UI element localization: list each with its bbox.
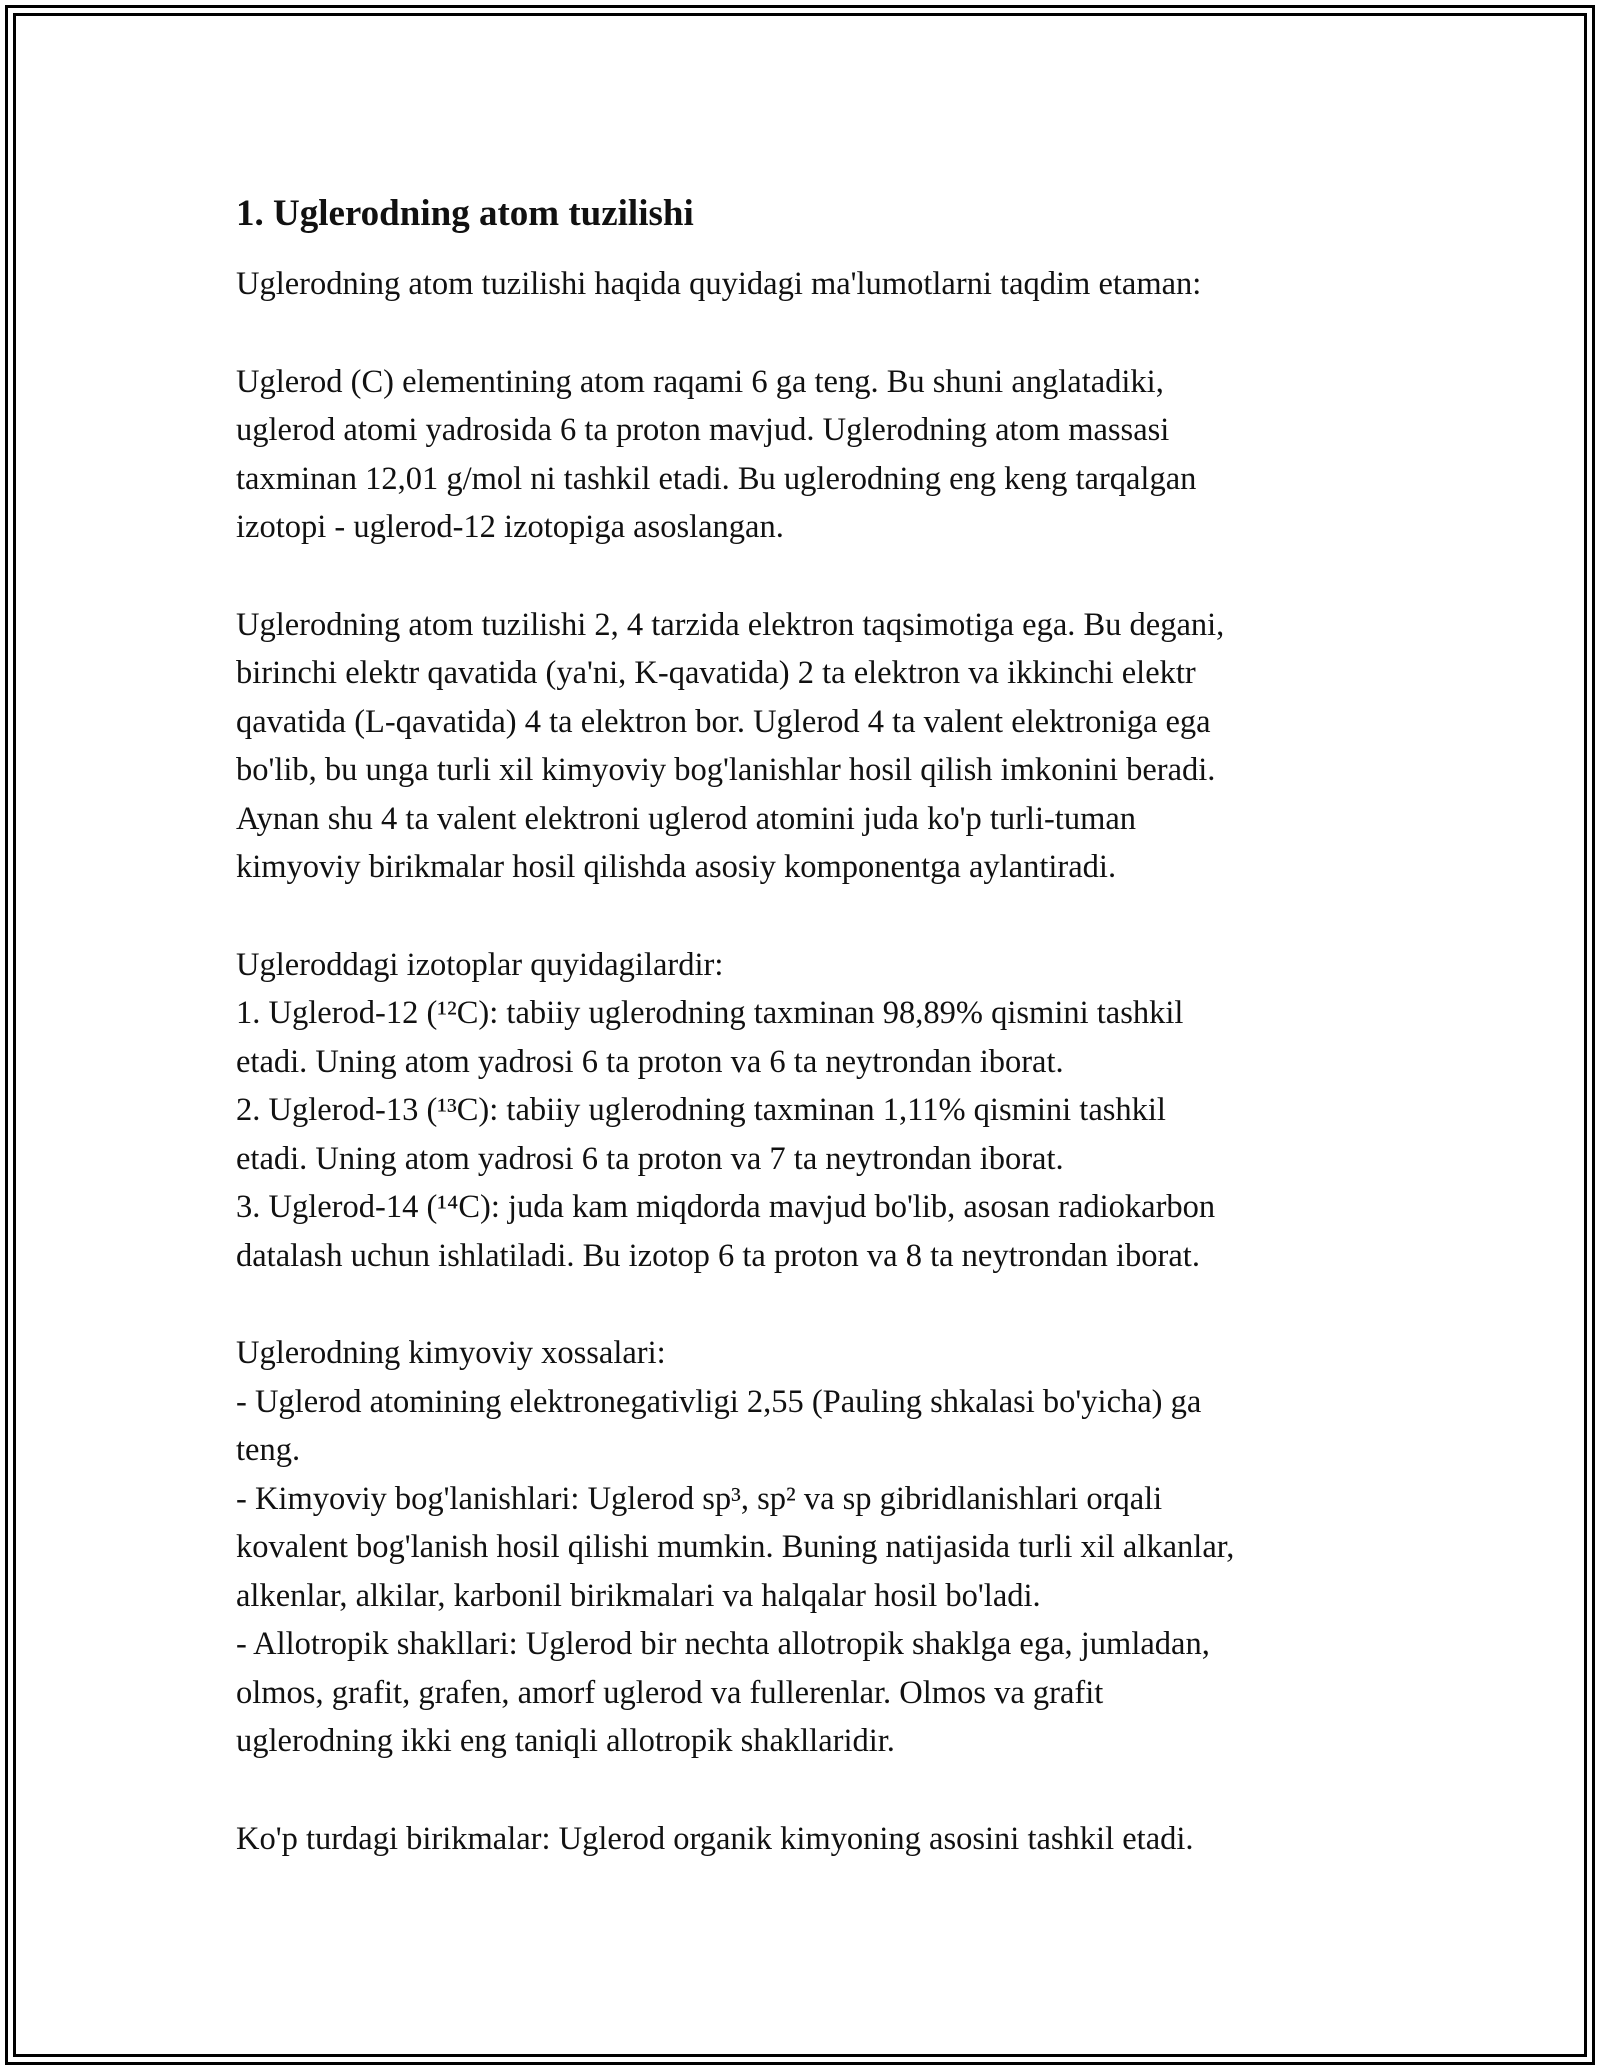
text-line: kovalent bog'lanish hosil qilishi mumkin. Buning natijasida turli xil alkanlar, [236,1529,1235,1565]
text-line: etadi. Uning atom yadrosi 6 ta proton va 7 ta neytrondan iborat. [236,1140,1064,1177]
text-line: Ugleroddagi izotoplar quyidagilardir: [236,946,724,983]
paragraph-list [236,358,1396,1864]
text-line: 1. Uglerod-12 (¹²C): tabiiy uglerodning taxminan 98,89% qismini tashkil [236,995,1184,1031]
text-line: uglerodning ikki eng taniqli allotropik shakllaridir. [236,1723,895,1759]
text-line: datalash uchun ishlatiladi. Bu izotop 6 ta proton va 8 ta neytrondan iborat. [236,1237,1200,1274]
text-line: olmos, grafit, grafen, amorf uglerod va fullerenlar. Olmos va grafit [236,1674,1104,1711]
text-line: teng. [236,1432,301,1468]
text-line: - Allotropik shakllari: Uglerod bir nechta allotropik shaklga ega, jumladan, [236,1626,1210,1662]
intro-paragraph: Uglerodning atom tuzilishi haqida quyidagi ma'lumotlarni taqdim etaman: [236,266,1202,302]
text-line: - Kimyoviy bog'lanishlari: Uglerod sp³, sp² va sp gibridlanishlari orqali [236,1480,1163,1517]
text-line: uglerod atomi yadrosida 6 ta proton mavjud. Uglerodning atom massasi [236,412,1170,448]
text-line: etadi. Uning atom yadrosi 6 ta proton va 6 ta neytrondan iborat. [236,1043,1064,1080]
text-line: birinchi elektr qavatida (ya'ni, K-qavatida) 2 ta elektron va ikkinchi elektr [236,655,1196,691]
paragraph [236,358,1396,552]
paragraph [236,1329,1396,1766]
paragraph [236,941,1396,1281]
text-line: Uglerod (C) elementining atom raqami 6 ga teng. Bu shuni anglatadiki, [236,363,1164,400]
text-line: alkenlar, alkilar, karbonil birikmalari va halqalar hosil bo'ladi. [236,1577,1041,1614]
text-line: bo'lib, bu unga turli xil kimyoviy bog'lanishlar hosil qilish imkonini beradi. [236,752,1216,788]
text-line: izotopi - uglerod-12 izotopiga asoslangan. [236,509,784,545]
text-line: qavatida (L-qavatida) 4 ta elektron bor. Uglerod 4 ta valent elektroniga ega [236,703,1211,740]
section-heading: 1. Uglerodning atom tuzilishi [236,193,694,234]
text-line: taxminan 12,01 g/mol ni tashkil etadi. Bu uglerodning eng keng tarqalgan [236,460,1197,497]
text-line: Ko'p turdagi birikmalar: Uglerod organik kimyoning asosini tashkil etadi. [236,1820,1194,1857]
paragraph [236,601,1396,892]
text-line: Uglerodning kimyoviy xossalari: [236,1335,666,1371]
text-line: 3. Uglerod-14 (¹⁴C): juda kam miqdorda mavjud bo'lib, asosan radiokarbon [236,1189,1216,1225]
paragraph [236,1815,1396,1864]
text-line: Aynan shu 4 ta valent elektroni uglerod atomini juda ko'p turli-tuman [236,800,1137,837]
text-line: kimyoviy birikmalar hosil qilishda asosiy komponentga aylantiradi. [236,849,1117,885]
text-line: Uglerodning atom tuzilishi 2, 4 tarzida elektron taqsimotiga ega. Bu degani, [236,606,1225,643]
text-line: 2. Uglerod-13 (¹³C): tabiiy uglerodning taxminan 1,11% qismini tashkil [236,1092,1166,1128]
text-line: - Uglerod atomining elektronegativligi 2,55 (Pauling shkalasi bo'yicha) ga [236,1383,1202,1420]
document-body [236,190,1396,1863]
